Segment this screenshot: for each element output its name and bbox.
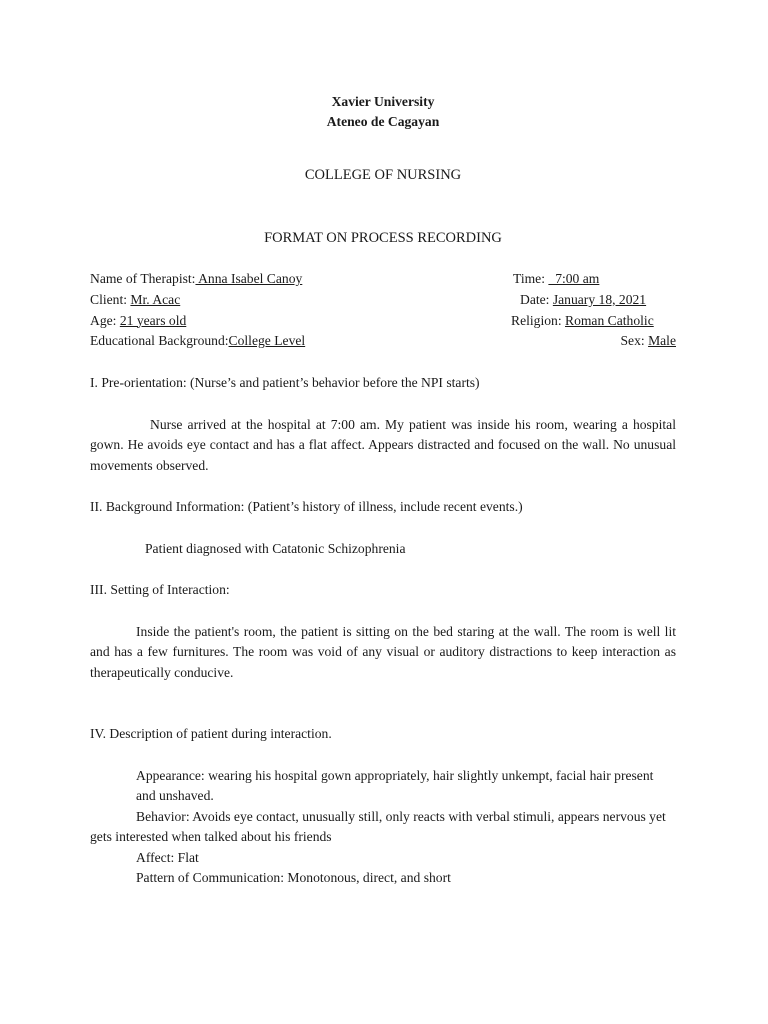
religion-field (507, 311, 676, 332)
education-label: Educational Background: (90, 333, 229, 349)
client-value: Mr. Acac (130, 291, 181, 307)
pre-orientation-heading: I. Pre-orientation: (Nurse’s and patient’s behavior before the NPI starts) (90, 375, 480, 391)
therapist-label: Name of Therapist: (90, 271, 196, 286)
age-value: 21 years old (119, 312, 187, 328)
appearance-item: Appearance: wearing his hospital gown appropriately, hair slightly unkempt, facial hair present and unshaved. (136, 767, 654, 804)
therapist-field (90, 269, 302, 290)
pre-orientation-paragraph: Nurse arrived at the hospital at 7:00 am. My patient was inside his room, wearing a hospital gown. He avoids eye contact and has a flat affect. Appears distracted and focused on the wall. No unusual movements observed. (90, 416, 676, 473)
age-label: Age: (90, 312, 120, 328)
communication-item: Pattern of Communication: Monotonous, direct, and short (136, 870, 451, 886)
info-row-therapist (90, 269, 676, 290)
therapist-value: Anna Isabel Canoy (195, 271, 303, 286)
info-row-education (90, 331, 676, 352)
date-value: January 18, 2021 (552, 291, 647, 307)
background-paragraph: Patient diagnosed with Catatonic Schizophrenia (145, 540, 406, 556)
description-heading: IV. Description of patient during interaction. (90, 726, 332, 742)
background-heading: II. Background Information: (Patient’s history of illness, include recent events.) (90, 499, 523, 515)
age-field (90, 311, 186, 332)
education-value: College Level (228, 333, 306, 349)
time-field (507, 269, 676, 290)
setting-heading: III. Setting of Interaction: (90, 582, 230, 598)
time-value: 7:00 am (548, 271, 600, 286)
info-row-age (90, 311, 676, 332)
sex-field (507, 331, 676, 352)
date-field (507, 290, 676, 311)
campus-name: Ateneo de Cagayan (326, 114, 440, 129)
description-details (90, 766, 676, 889)
date-label: Date: (520, 291, 553, 307)
client-label: Client: (90, 291, 131, 307)
college-name: COLLEGE OF NURSING (304, 167, 462, 183)
religion-value: Roman Catholic (565, 312, 654, 328)
time-label: Time: (513, 271, 549, 286)
religion-label: Religion: (511, 312, 565, 328)
client-field (90, 290, 180, 311)
info-block (90, 269, 676, 352)
sex-label: Sex: (620, 333, 649, 349)
affect-item: Affect: Flat (136, 849, 199, 865)
sex-value: Male (648, 333, 676, 349)
form-title: FORMAT ON PROCESS RECORDING (264, 230, 502, 246)
university-name: Xavier University (331, 94, 435, 109)
info-row-client (90, 290, 676, 311)
document-page (90, 92, 676, 889)
setting-paragraph: Inside the patient's room, the patient is sitting on the bed staring at the wall. The room is well lit and has a few furnitures. The room was void of any visual or auditory distractions to keep interaction as therapeutically conducive. (90, 623, 676, 680)
behavior-item: Behavior: Avoids eye contact, unusually still, only reacts with verbal stimuli, appears nervous yet gets interested when talked about his friends (90, 808, 666, 845)
education-field (90, 331, 305, 352)
